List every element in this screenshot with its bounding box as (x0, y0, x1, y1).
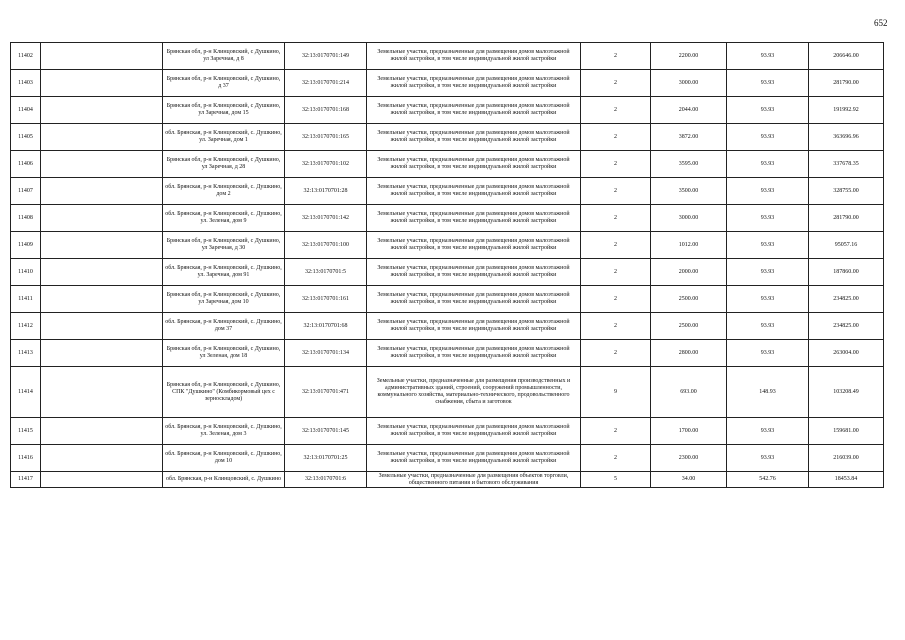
row-land-purpose: Земельные участки, предназначенные для размещения домов малоэтажной жилой застройки, в том числе индивидуальной жилой застройки (367, 151, 581, 178)
row-area: 2044.00 (651, 97, 727, 124)
row-land-purpose: Земельные участки, предназначенные для размещения домов малоэтажной жилой застройки, в том числе индивидуальной жилой застройки (367, 259, 581, 286)
table-row (11, 472, 884, 488)
row-cadastral-value: 216039.00 (809, 445, 884, 472)
row-cadastral-value: 281790.00 (809, 70, 884, 97)
row-group: 2 (581, 418, 651, 445)
row-land-purpose: Земельные участки, предназначенные для размещения домов малоэтажной жилой застройки, в том числе индивидуальной жилой застройки (367, 286, 581, 313)
table-row (11, 286, 884, 313)
row-specific-value: 93.93 (727, 124, 809, 151)
row-specific-value: 148.93 (727, 367, 809, 418)
row-cadastral-value: 234825.00 (809, 313, 884, 340)
table-row (11, 259, 884, 286)
row-land-purpose: Земельные участки, предназначенные для размещения производственных и административных зданий, строений, сооружений промышленности, коммунального хозяйства, материально-технического, продовольственного снабжения, сбыта и заготовок (367, 367, 581, 418)
row-cadastral-value: 187860.00 (809, 259, 884, 286)
row-land-purpose: Земельные участки, предназначенные для размещения домов малоэтажной жилой застройки, в том числе индивидуальной жилой застройки (367, 340, 581, 367)
row-land-purpose: Земельные участки, предназначенные для размещения домов малоэтажной жилой застройки, в том числе индивидуальной жилой застройки (367, 313, 581, 340)
empty-cell (41, 124, 163, 151)
row-cadastral-value: 363696.96 (809, 124, 884, 151)
row-id: 11413 (11, 340, 41, 367)
row-cadastral-number: 32:13:0170701:471 (285, 367, 367, 418)
row-id: 11408 (11, 205, 41, 232)
row-group: 2 (581, 205, 651, 232)
row-specific-value: 93.93 (727, 70, 809, 97)
empty-cell (41, 178, 163, 205)
row-specific-value: 93.93 (727, 151, 809, 178)
row-cadastral-number: 32:13:0170701:5 (285, 259, 367, 286)
row-address: Брянская обл, р-н Клинцовский, с Душкино, ул Заречная, дом 10 (163, 286, 285, 313)
row-cadastral-value: 18453.84 (809, 472, 884, 488)
row-group: 2 (581, 178, 651, 205)
row-address: Брянская обл, р-н Клинцовский, с Душкино, д 37 (163, 70, 285, 97)
row-address: Брянская обл, р-н Клинцовский, с Душкино, ул Заречная, д 28 (163, 151, 285, 178)
row-cadastral-value: 328755.00 (809, 178, 884, 205)
row-id: 11410 (11, 259, 41, 286)
row-area: 2000.00 (651, 259, 727, 286)
row-group: 2 (581, 70, 651, 97)
empty-cell (41, 205, 163, 232)
row-area: 1700.00 (651, 418, 727, 445)
empty-cell (41, 232, 163, 259)
row-specific-value: 93.93 (727, 232, 809, 259)
row-land-purpose: Земельные участки, предназначенные для размещения домов малоэтажной жилой застройки, в том числе индивидуальной жилой застройки (367, 70, 581, 97)
row-group: 2 (581, 286, 651, 313)
row-cadastral-number: 32:13:0170701:68 (285, 313, 367, 340)
table-row (11, 340, 884, 367)
row-area: 34.00 (651, 472, 727, 488)
row-specific-value: 93.93 (727, 205, 809, 232)
row-address: обл. Брянская, р-н Клинцовский, с. Душкино, дом 10 (163, 445, 285, 472)
row-land-purpose: Земельные участки, предназначенные для размещения домов малоэтажной жилой застройки, в том числе индивидуальной жилой застройки (367, 178, 581, 205)
empty-cell (41, 151, 163, 178)
row-address: Брянская обл, р-н Клинцовский, с Душкино, ул Заречная, дом 15 (163, 97, 285, 124)
table-row (11, 151, 884, 178)
row-cadastral-number: 32:13:0170701:165 (285, 124, 367, 151)
row-group: 2 (581, 232, 651, 259)
row-id: 11402 (11, 43, 41, 70)
row-cadastral-number: 32:13:0170701:161 (285, 286, 367, 313)
page-number: 652 (874, 18, 888, 28)
row-cadastral-value: 191992.92 (809, 97, 884, 124)
row-id: 11404 (11, 97, 41, 124)
row-id: 11407 (11, 178, 41, 205)
row-land-purpose: Земельные участки, предназначенные для размещения домов малоэтажной жилой застройки, в том числе индивидуальной жилой застройки (367, 418, 581, 445)
row-cadastral-number: 32:13:0170701:168 (285, 97, 367, 124)
row-specific-value: 93.93 (727, 43, 809, 70)
row-area: 3500.00 (651, 178, 727, 205)
row-land-purpose: Земельные участки, предназначенные для размещения домов малоэтажной жилой застройки, в том числе индивидуальной жилой застройки (367, 205, 581, 232)
empty-cell (41, 313, 163, 340)
row-id: 11412 (11, 313, 41, 340)
row-cadastral-value: 95057.16 (809, 232, 884, 259)
row-land-purpose: Земельные участки, предназначенные для размещения домов малоэтажной жилой застройки, в том числе индивидуальной жилой застройки (367, 97, 581, 124)
row-area: 693.00 (651, 367, 727, 418)
table-row (11, 313, 884, 340)
row-address: обл. Брянская, р-н Клинцовский, с. Душкино, ул. Заречная, дом 91 (163, 259, 285, 286)
empty-cell (41, 418, 163, 445)
empty-cell (41, 286, 163, 313)
table-row (11, 367, 884, 418)
row-group: 2 (581, 43, 651, 70)
table-row (11, 445, 884, 472)
row-group: 2 (581, 313, 651, 340)
row-area: 1012.00 (651, 232, 727, 259)
row-address: обл. Брянская, р-н Клинцовский, с. Душкино, ул. Зеленая, дом 9 (163, 205, 285, 232)
row-land-purpose: Земельные участки, предназначенные для размещения домов малоэтажной жилой застройки, в том числе индивидуальной жилой застройки (367, 124, 581, 151)
row-id: 11411 (11, 286, 41, 313)
row-cadastral-number: 32:13:0170701:28 (285, 178, 367, 205)
row-id: 11406 (11, 151, 41, 178)
empty-cell (41, 70, 163, 97)
row-group: 2 (581, 340, 651, 367)
row-area: 3000.00 (651, 205, 727, 232)
row-specific-value: 93.93 (727, 178, 809, 205)
row-cadastral-value: 234825.00 (809, 286, 884, 313)
table-row (11, 178, 884, 205)
empty-cell (41, 97, 163, 124)
row-land-purpose: Земельные участки, предназначенные для размещения домов малоэтажной жилой застройки, в том числе индивидуальной жилой застройки (367, 445, 581, 472)
row-address: Брянская обл, р-н Клинцовский, с Душкино, ул Заречная, д 30 (163, 232, 285, 259)
row-group: 2 (581, 97, 651, 124)
row-group: 2 (581, 124, 651, 151)
row-cadastral-number: 32:13:0170701:25 (285, 445, 367, 472)
row-specific-value: 542.76 (727, 472, 809, 488)
row-id: 11403 (11, 70, 41, 97)
row-specific-value: 93.93 (727, 313, 809, 340)
row-cadastral-number: 32:13:0170701:142 (285, 205, 367, 232)
row-group: 2 (581, 445, 651, 472)
row-address: обл. Брянская, р-н Клинцовский, с. Душкино, ул. Заречная, дом 1 (163, 124, 285, 151)
table-row (11, 70, 884, 97)
row-specific-value: 93.93 (727, 445, 809, 472)
row-cadastral-number: 32:13:0170701:149 (285, 43, 367, 70)
row-cadastral-value: 281790.00 (809, 205, 884, 232)
row-area: 3595.00 (651, 151, 727, 178)
row-area: 2500.00 (651, 286, 727, 313)
row-specific-value: 93.93 (727, 259, 809, 286)
table-row (11, 97, 884, 124)
row-area: 2500.00 (651, 313, 727, 340)
row-area: 2300.00 (651, 445, 727, 472)
table-row (11, 43, 884, 70)
row-address: обл. Брянская, р-н Клинцовский, с. Душкино (163, 472, 285, 488)
row-cadastral-number: 32:13:0170701:100 (285, 232, 367, 259)
row-cadastral-number: 32:13:0170701:6 (285, 472, 367, 488)
row-cadastral-value: 263004.00 (809, 340, 884, 367)
row-cadastral-value: 159681.00 (809, 418, 884, 445)
row-id: 11414 (11, 367, 41, 418)
cadastral-value-table (10, 42, 884, 488)
row-id: 11415 (11, 418, 41, 445)
row-cadastral-value: 103208.49 (809, 367, 884, 418)
row-cadastral-value: 206646.00 (809, 43, 884, 70)
table-row (11, 418, 884, 445)
row-address: обл. Брянская, р-н Клинцовский, с. Душкино, ул. Зеленая, дом 3 (163, 418, 285, 445)
row-group: 2 (581, 259, 651, 286)
row-group: 5 (581, 472, 651, 488)
empty-cell (41, 472, 163, 488)
empty-cell (41, 43, 163, 70)
row-address: обл. Брянская, р-н Клинцовский, с. Душкино, дом 37 (163, 313, 285, 340)
table-row (11, 232, 884, 259)
row-address: Брянская обл, р-н Клинцовский, с Душкино, ул Заречная, д 8 (163, 43, 285, 70)
empty-cell (41, 445, 163, 472)
row-land-purpose: Земельные участки, предназначенные для размещения объектов торговли, общественного питания и бытового обслуживания (367, 472, 581, 488)
row-group: 2 (581, 151, 651, 178)
row-specific-value: 93.93 (727, 97, 809, 124)
row-cadastral-number: 32:13:0170701:214 (285, 70, 367, 97)
row-land-purpose: Земельные участки, предназначенные для размещения домов малоэтажной жилой застройки, в том числе индивидуальной жилой застройки (367, 43, 581, 70)
row-area: 2200.00 (651, 43, 727, 70)
row-cadastral-number: 32:13:0170701:145 (285, 418, 367, 445)
row-cadastral-value: 337678.35 (809, 151, 884, 178)
row-cadastral-number: 32:13:0170701:134 (285, 340, 367, 367)
row-specific-value: 93.93 (727, 340, 809, 367)
row-address: обл. Брянская, р-н Клинцовский, с. Душкино, дом 2 (163, 178, 285, 205)
table-row (11, 124, 884, 151)
row-land-purpose: Земельные участки, предназначенные для размещения домов малоэтажной жилой застройки, в том числе индивидуальной жилой застройки (367, 232, 581, 259)
row-id: 11417 (11, 472, 41, 488)
empty-cell (41, 259, 163, 286)
row-id: 11409 (11, 232, 41, 259)
empty-cell (41, 367, 163, 418)
row-address: Брянская обл, р-н Клинцовский, с Душкино, СПК "Душкино" (Комбикормовый цех с зерноскладом) (163, 367, 285, 418)
row-cadastral-number: 32:13:0170701:102 (285, 151, 367, 178)
empty-cell (41, 340, 163, 367)
row-specific-value: 93.93 (727, 286, 809, 313)
row-specific-value: 93.93 (727, 418, 809, 445)
row-area: 3872.00 (651, 124, 727, 151)
row-id: 11416 (11, 445, 41, 472)
row-area: 2800.00 (651, 340, 727, 367)
row-area: 3000.00 (651, 70, 727, 97)
table-row (11, 205, 884, 232)
row-address: Брянская обл, р-н Клинцовский, с Душкино, ул Зеленая, дом 18 (163, 340, 285, 367)
row-group: 9 (581, 367, 651, 418)
row-id: 11405 (11, 124, 41, 151)
